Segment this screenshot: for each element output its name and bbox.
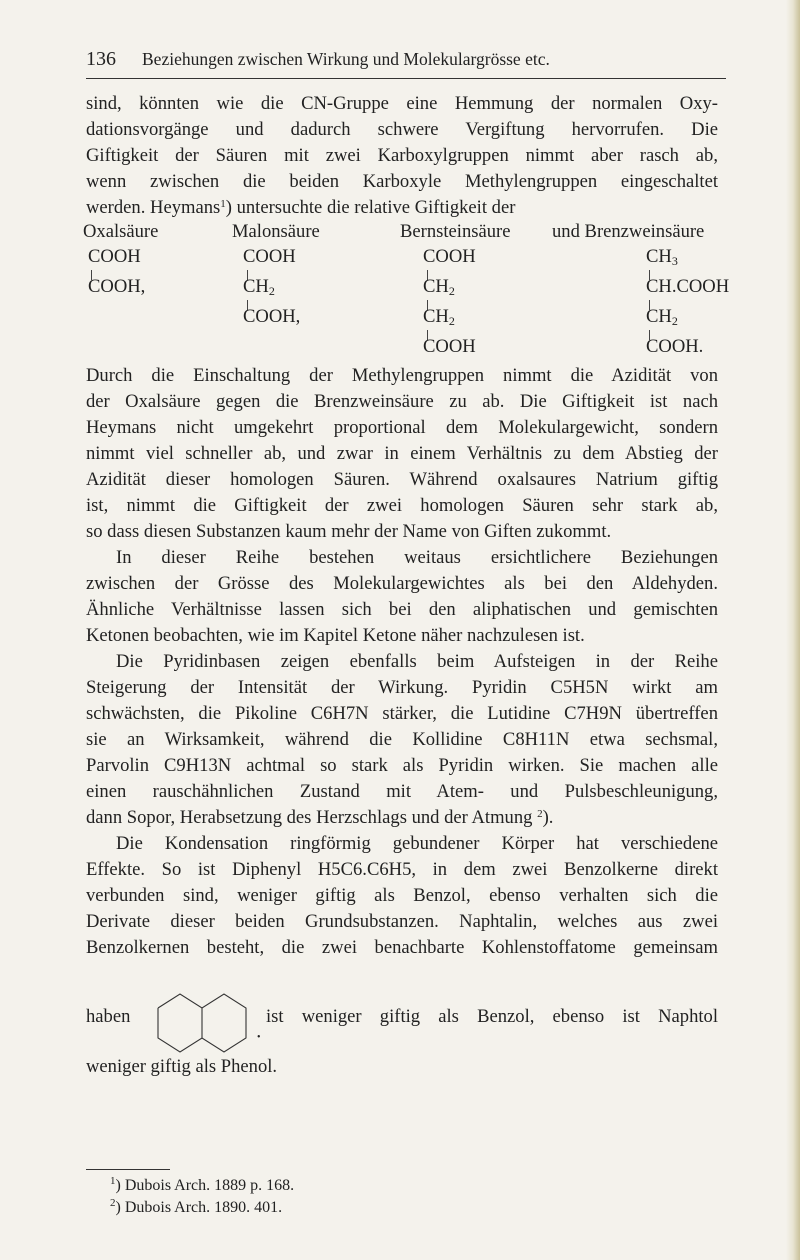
text-line: weniger giftig als Phenol. (86, 1056, 278, 1077)
formula-group (646, 306, 678, 328)
text-line: In dieser Reihe bestehen weitaus ersichtlichere Beziehungen (116, 547, 718, 568)
footnote-text: ) Dubois Arch. 1890. 401. (115, 1199, 283, 1216)
formula-subscript: 3 (671, 254, 678, 268)
footnote-ref: 2 (537, 808, 543, 820)
text-line: ist weniger giftig als Benzol, ebenso ist Naphtol (266, 1006, 718, 1027)
formula-subscript: 2 (268, 284, 275, 298)
text-line (86, 195, 718, 221)
page-edge (786, 0, 800, 1260)
text-line: haben (86, 1006, 131, 1027)
text-line: sie an Wirksamkeit, während die Kollidine C8H11N etwa sechsmal, (86, 729, 718, 750)
formula-group: COOH (423, 246, 476, 267)
formula-subscript: 2 (448, 284, 455, 298)
formula-subscript: 2 (448, 314, 455, 328)
acid-name-pyrotartaric: und Brenzweinsäure (552, 221, 705, 242)
acid-name-oxalic: Oxalsäure (83, 221, 159, 242)
page-number: 136 (86, 48, 116, 70)
formula-group: COOH, (88, 276, 146, 297)
running-title: Beziehungen zwischen Wirkung und Molekulargrösse etc. (142, 49, 550, 69)
formula-text: CH (243, 276, 269, 297)
text-line: schwächsten, die Pikoline C6H7N stärker, die Lutidine C7H9N übertreffen (86, 703, 718, 724)
formula-group: COOH, (243, 306, 301, 327)
footnote-mark: 2 (110, 1197, 116, 1209)
formula-group (243, 276, 275, 298)
formula-group: CH.COOH (646, 276, 730, 297)
text-line: Heymans nicht umgekehrt proportional dem Molekulargewicht, sondern (86, 417, 718, 438)
formula-group: COOH. (646, 336, 704, 357)
text-line: wenn zwischen die beiden Karboxyle Methylengruppen eingeschaltet (86, 171, 718, 192)
footnote-2 (110, 1199, 282, 1217)
formula-group (423, 306, 455, 328)
header-rule (86, 78, 726, 79)
text-line: Durch die Einschaltung der Methylengruppen nimmt die Azidität von (86, 365, 718, 386)
text-run: dann Sopor, Herabsetzung des Herzschlags und der Atmung (86, 807, 538, 828)
formula-text: CH (646, 306, 672, 327)
text-line: Benzolkernen besteht, die zwei benachbarte Kohlenstoffatome gemeinsam (86, 937, 718, 958)
text-line (86, 805, 718, 831)
text-line: ist, nimmt die Giftigkeit der zwei homologen Säuren sehr stark ab, (86, 495, 718, 516)
formula-group: COOH (88, 246, 141, 267)
text-line: der Oxalsäure gegen die Brenzweinsäure zu ab. Die Giftigkeit ist nach (86, 391, 718, 412)
naphthalene-structure-icon (144, 988, 256, 1060)
text-line: Parvolin C9H13N achtmal so stark als Pyridin wirken. Sie machen alle (86, 755, 718, 776)
text-run: ) untersuchte die relative Giftigkeit der (225, 197, 516, 218)
text-line: Effekte. So ist Diphenyl H5C6.C6H5, in dem zwei Benzolkerne direkt (86, 859, 718, 880)
text-line: zwischen der Grösse des Molekulargewichtes als bei den Aldehyden. (86, 573, 718, 594)
footnote-ref: 1 (220, 198, 226, 210)
acid-name-succinic: Bernsteinsäure (400, 221, 511, 242)
text-line: dationsvorgänge und dadurch schwere Vergiftung hervorrufen. Die (86, 119, 718, 140)
text-line: Die Pyridinbasen zeigen ebenfalls beim Aufsteigen in der Reihe (116, 651, 718, 672)
text-run: ). (542, 807, 554, 828)
text-line: Ketonen beobachten, wie im Kapitel Ketone näher nachzulesen ist. (86, 625, 585, 646)
formula-text: CH (423, 276, 449, 297)
formula-group: COOH (423, 336, 476, 357)
footnote-mark: 1 (110, 1175, 116, 1187)
text-line: Giftigkeit der Säuren mit zwei Karboxylgruppen nimmt aber rasch ab, (86, 145, 718, 166)
acid-name-malonic: Malonsäure (232, 221, 320, 242)
footnote-text: ) Dubois Arch. 1889 p. 168. (115, 1177, 295, 1194)
formula-text: CH (646, 246, 672, 267)
text-run: werden. Heymans (86, 197, 221, 218)
text-line: Ähnliche Verhältnisse lassen sich bei den aliphatischen und gemischten (86, 599, 718, 620)
text-line: Azidität dieser homologen Säuren. Während oxalsaures Natrium giftig (86, 469, 718, 490)
formula-group (646, 246, 678, 268)
formula-group (423, 276, 455, 298)
text-line: verbunden sind, weniger giftig als Benzol, ebenso verhalten sich die (86, 885, 718, 906)
formula-subscript: 2 (671, 314, 678, 328)
bullet-mark: • (257, 1032, 261, 1043)
footnote-1 (110, 1177, 294, 1195)
text-line: Die Kondensation ringförmig gebundener Körper hat verschiedene (116, 833, 718, 854)
text-line: so dass diesen Substanzen kaum mehr der Name von Giften zukommt. (86, 521, 612, 542)
formula-text: CH (423, 306, 449, 327)
text-line: nimmt viel schneller ab, und zwar in einem Verhältnis zu dem Abstieg der (86, 443, 718, 464)
text-line: Derivate dieser beiden Grundsubstanzen. Naphtalin, welches aus zwei (86, 911, 718, 932)
footnote-rule (86, 1169, 170, 1170)
formula-group: COOH (243, 246, 296, 267)
text-line: sind, könnten wie die CN-Gruppe eine Hemmung der normalen Oxy- (86, 93, 718, 114)
text-line: Steigerung der Intensität der Wirkung. Pyridin C5H5N wirkt am (86, 677, 718, 698)
text-line: einen rauschähnlichen Zustand mit Atem- und Pulsbeschleunigung, (86, 781, 718, 802)
